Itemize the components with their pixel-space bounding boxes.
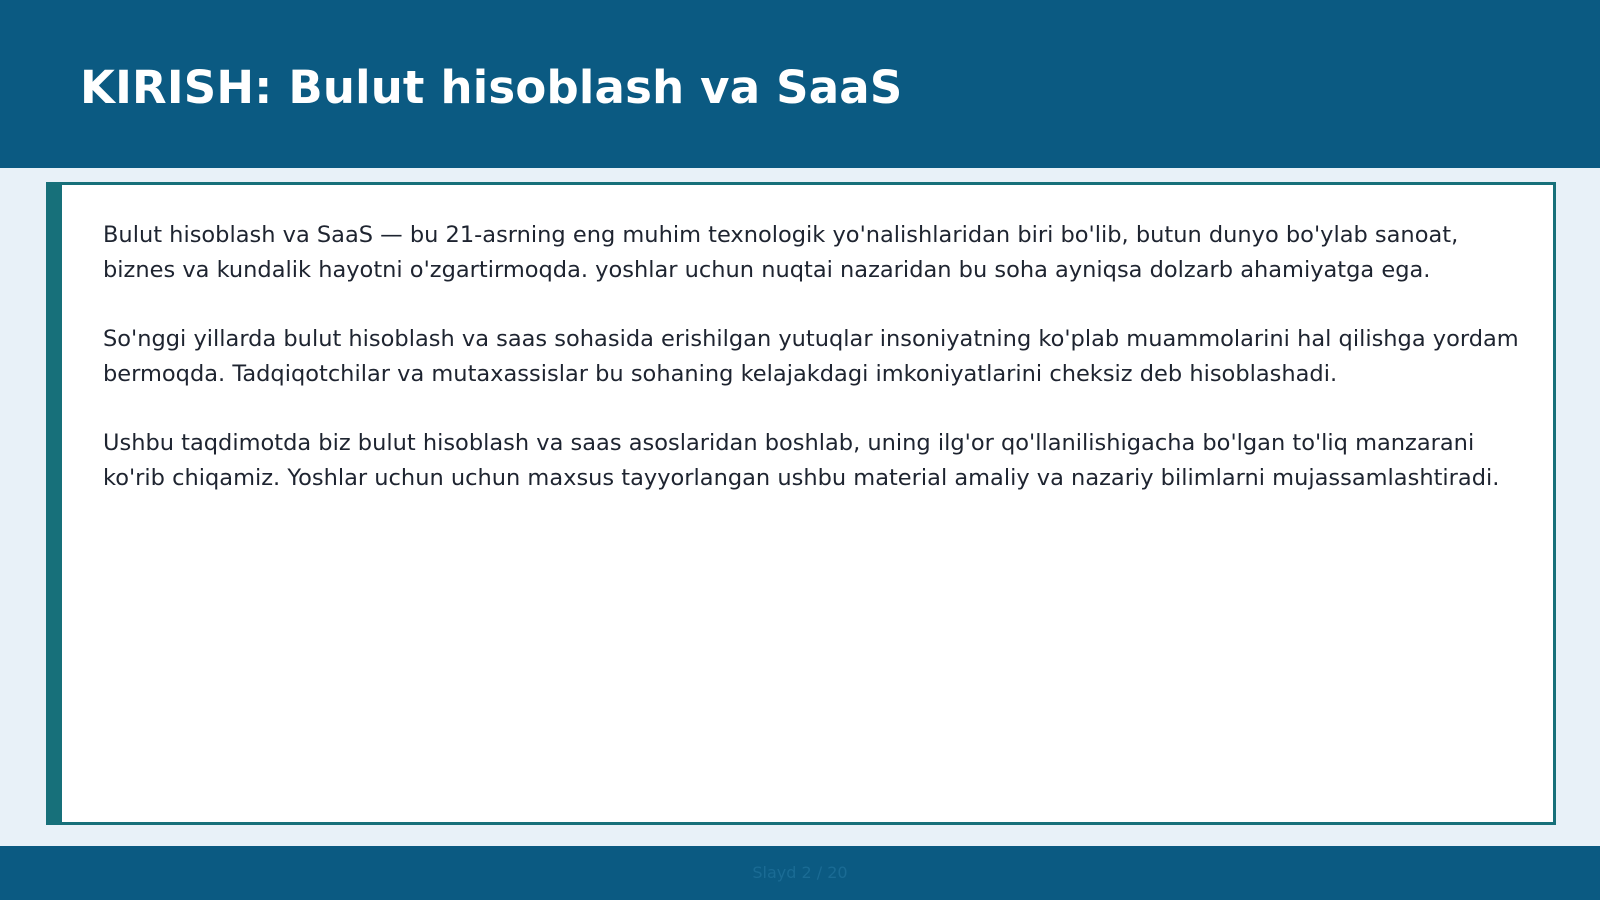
content-card xyxy=(46,182,1556,825)
progress-paragraph: So'nggi yillarda bulut hisoblash va saas sohasida erishilgan yutuqlar insoniyatning ko'plab muammolarini hal qilishga yordam bermoqda. Tadqiqotchilar va mutaxassislar bu sohaning kelajakdagi imkoniyatlarini cheksiz deb hisoblashadi. xyxy=(103,326,1519,387)
overview-paragraph: Ushbu taqdimotda biz bulut hisoblash va saas asoslaridan boshlab, uning ilg'or qo'llanilishigacha bo'lgan to'liq manzarani ko'rib chiqamiz. Yoshlar uchun uchun maxsus tayyorlangan ushbu material amaliy va nazariy bilimlarni mujassamlashtiradi. xyxy=(103,430,1500,491)
intro-paragraph: Bulut hisoblash va SaaS — bu 21-asrning eng muhim texnologik yo'nalishlaridan biri bo'lib, butun dunyo bo'ylab sanoat, biznes va kundalik hayotni o'zgartirmoqda. yoshlar uchun nuqtai nazaridan bu soha ayniqsa dolzarb ahamiyatga ega. xyxy=(103,222,1459,283)
content-body xyxy=(103,218,1523,530)
slide-footer xyxy=(0,846,1600,900)
slide-title: KIRISH: Bulut hisoblash va SaaS xyxy=(80,61,903,114)
slide-number: Slayd 2 / 20 xyxy=(752,863,848,882)
slide-header xyxy=(0,0,1600,168)
